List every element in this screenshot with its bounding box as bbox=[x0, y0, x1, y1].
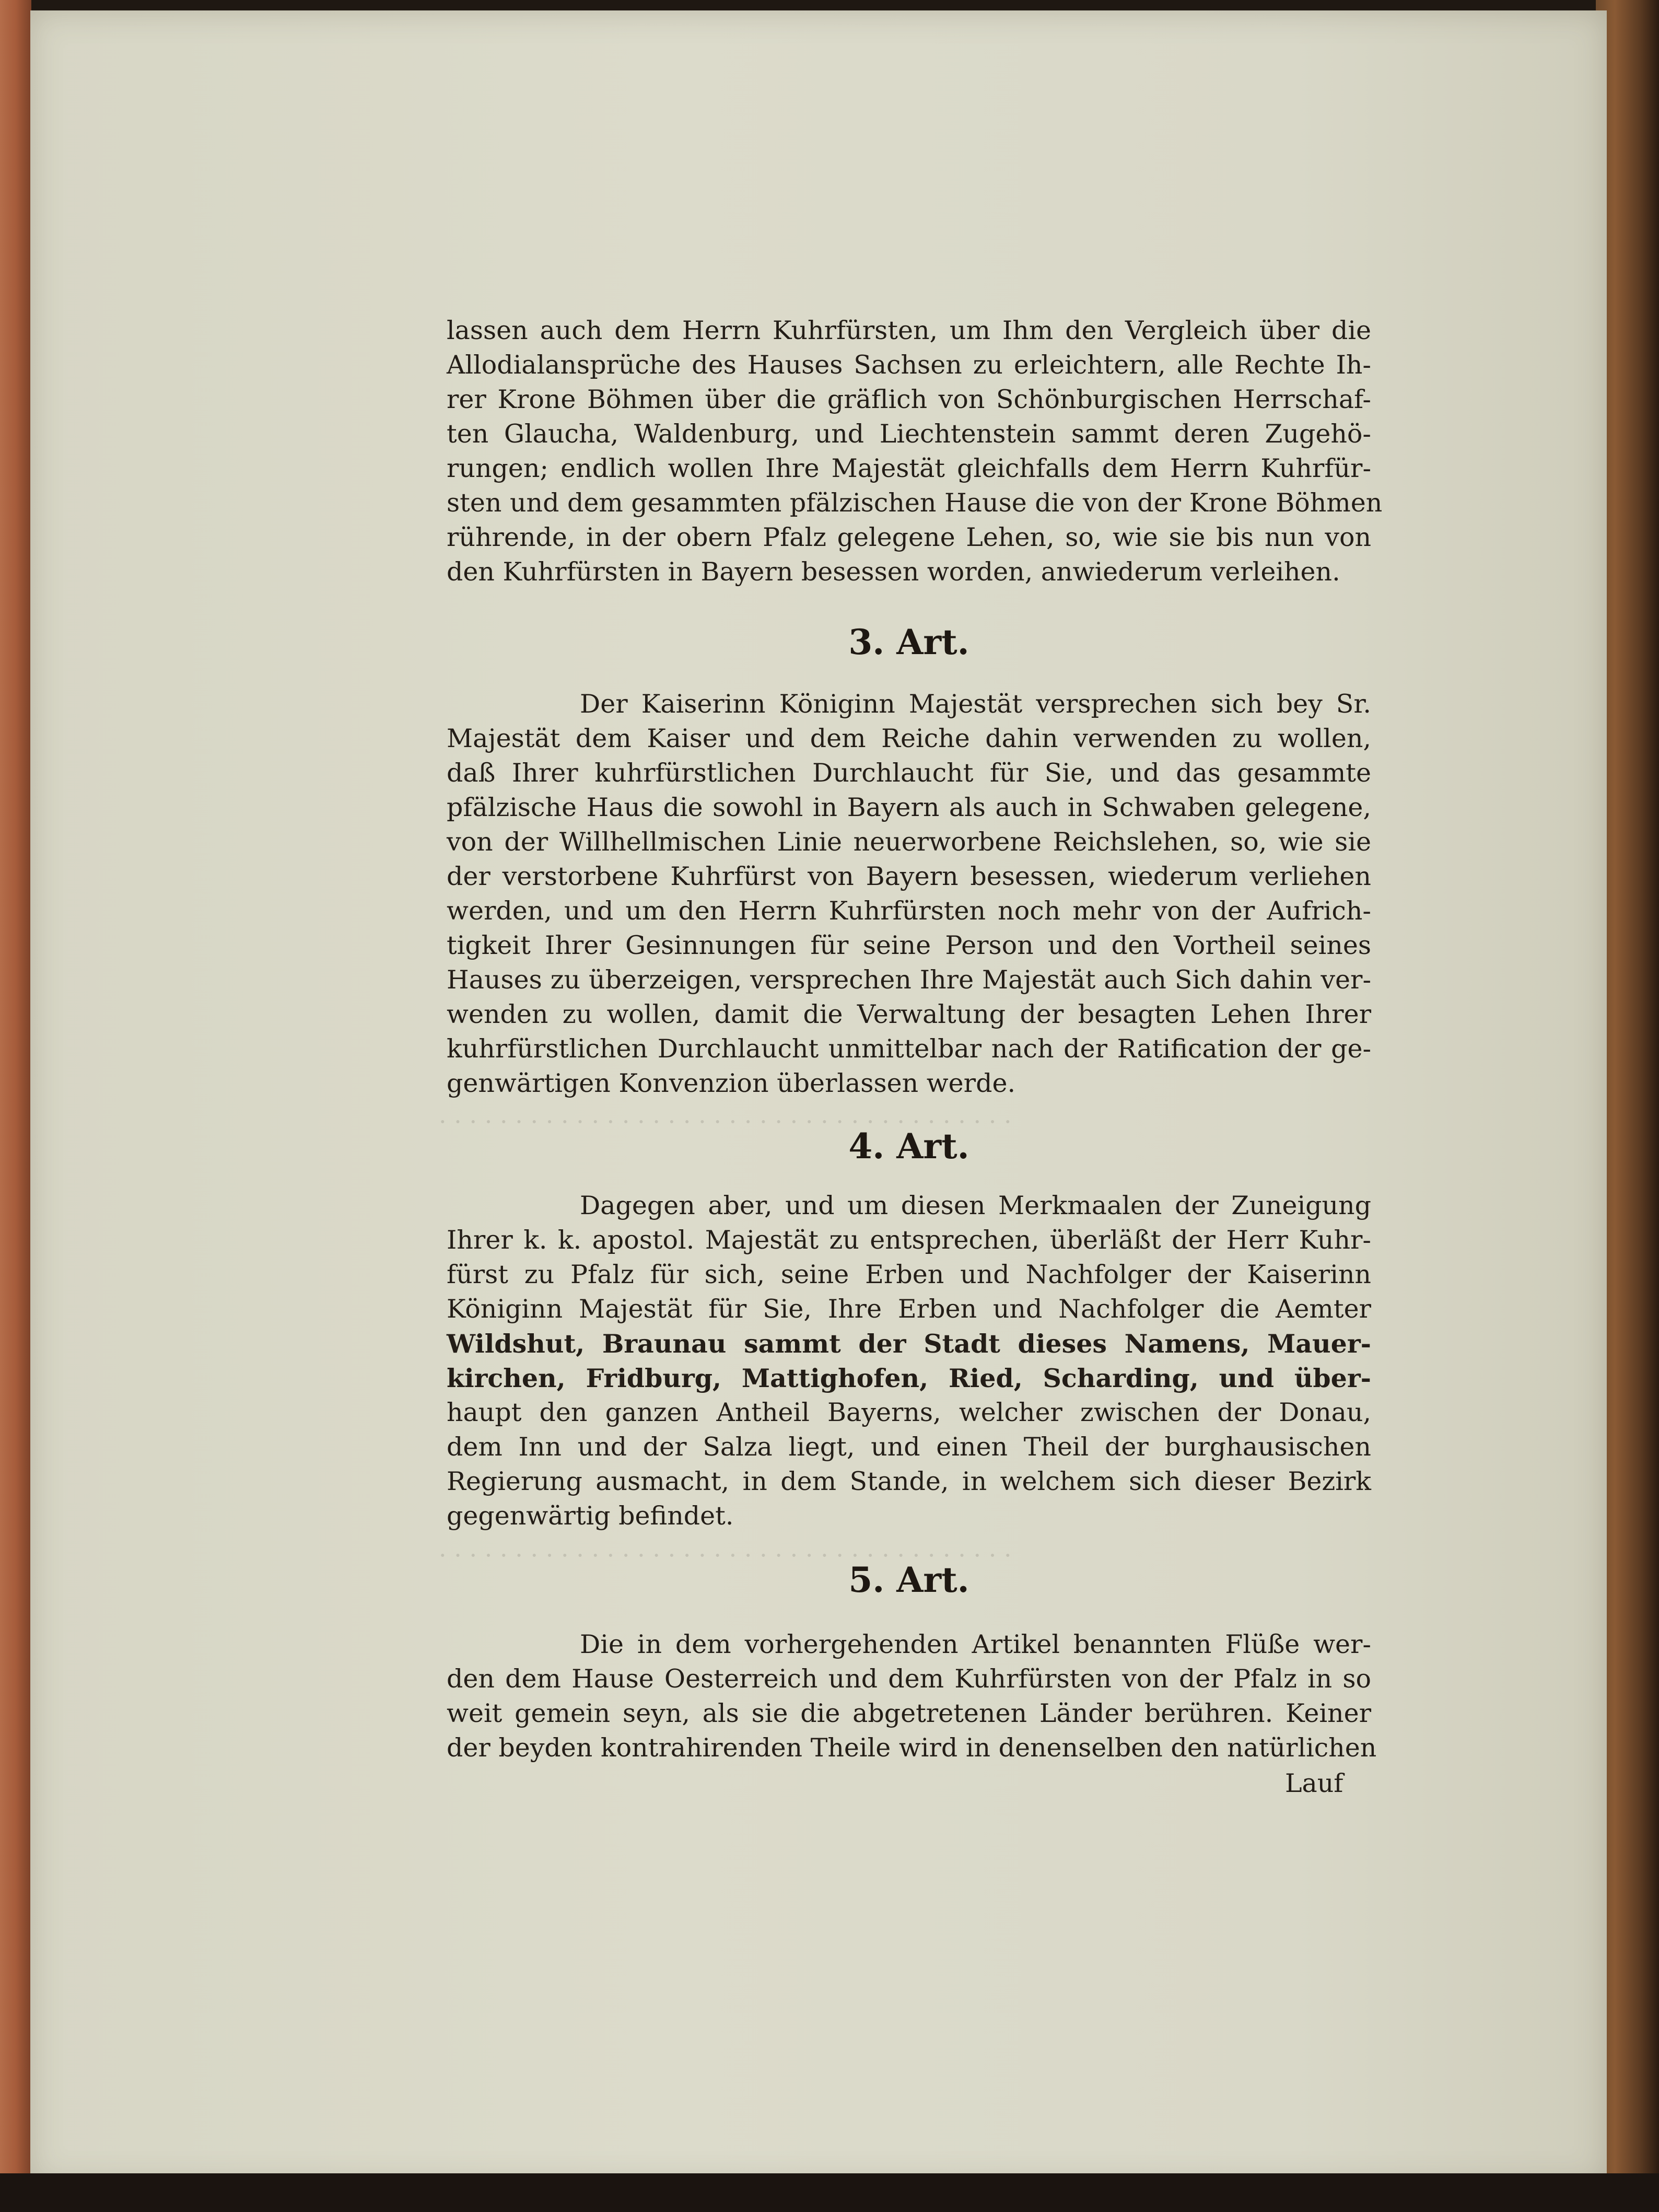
text-line: weit gemein seyn, als sie die abgetretenen Länder berühren. Keiner bbox=[447, 1698, 1371, 1728]
text-line: Der Kaiserinn Königinn Majestät versprechen sich bey Sr. bbox=[580, 689, 1371, 719]
article-3-body bbox=[447, 687, 1371, 1101]
text-line: Königinn Majestät für Sie, Ihre Erben und Nachfolger die Aemter bbox=[447, 1294, 1371, 1324]
page-bottom-edge bbox=[0, 2173, 1659, 2212]
text-line: Majestät dem Kaiser und dem Reiche dahin verwenden zu wollen, bbox=[447, 724, 1371, 753]
page-left-edge bbox=[0, 0, 31, 2212]
text-line: Die in dem vorhergehenden Artikel benannten Flüße wer- bbox=[580, 1629, 1371, 1659]
text-line: Regierung ausmacht, in dem Stande, in welchem sich dieser Bezirk bbox=[447, 1466, 1371, 1496]
text-line: genwärtigen Konvenzion überlassen werde. bbox=[447, 1068, 1016, 1098]
text-line: den dem Hause Oesterreich und dem Kuhrfürsten von der Pfalz in so bbox=[447, 1664, 1371, 1694]
text-line: fürst zu Pfalz für sich, seine Erben und Nachfolger der Kaiserinn bbox=[447, 1260, 1371, 1289]
text-line: dem Inn und der Salza liegt, und einen Theil der burghausischen bbox=[447, 1432, 1371, 1462]
text-line: der verstorbene Kuhrfürst von Bayern besessen, wiederum verliehen bbox=[447, 861, 1371, 891]
text-line: Wildshut, Braunau sammt der Stadt dieses Namens, Mauer- bbox=[447, 1329, 1371, 1359]
text-line: Ihrer k. k. apostol. Majestät zu entsprechen, überläßt der Herr Kuhr- bbox=[447, 1225, 1371, 1255]
paragraph-1 bbox=[447, 313, 1383, 589]
text-line: ten Glaucha, Waldenburg, und Liechtenstein sammt deren Zugehö- bbox=[447, 419, 1371, 449]
show-through-text: · · · · · · · · · · · · · · · · · · · · · · · · · · · · · · · · · · · · · · bbox=[439, 1541, 1012, 1569]
article-4-body bbox=[447, 1189, 1371, 1533]
text-line: rungen; endlich wollen Ihre Majestät gleichfalls dem Herrn Kuhrfür- bbox=[447, 453, 1371, 483]
text-line: pfälzische Haus die sowohl in Bayern als auch in Schwaben gelegene, bbox=[447, 793, 1371, 822]
text-line: lassen auch dem Herrn Kuhrfürsten, um Ihm den Vergleich über die bbox=[447, 316, 1371, 345]
article-5-heading: 5. Art. bbox=[848, 1559, 969, 1600]
text-line: rührende, in der obern Pfalz gelegene Lehen, so, wie sie bis nun von bbox=[447, 522, 1371, 552]
article-3-heading: 3. Art. bbox=[848, 622, 969, 662]
text-line: Hauses zu überzeigen, versprechen Ihre Majestät auch Sich dahin ver- bbox=[447, 965, 1371, 995]
text-line: Dagegen aber, und um diesen Merkmaalen der Zuneigung bbox=[580, 1191, 1371, 1220]
text-line: gegenwärtig befindet. bbox=[447, 1501, 734, 1531]
text-line: tigkeit Ihrer Gesinnungen für seine Person und den Vortheil seines bbox=[447, 930, 1371, 960]
text-line: daß Ihrer kuhrfürstlichen Durchlaucht für Sie, und das gesammte bbox=[447, 758, 1371, 788]
text-line: kuhrfürstlichen Durchlaucht unmittelbar nach der Ratification der ge- bbox=[447, 1034, 1371, 1064]
text-line: rer Krone Böhmen über die gräflich von Schönburgischen Herrschaf- bbox=[447, 385, 1371, 414]
text-line: haupt den ganzen Antheil Bayerns, welcher zwischen der Donau, bbox=[447, 1398, 1371, 1427]
text-line: von der Willhellmischen Linie neuerworbene Reichslehen, so, wie sie bbox=[447, 827, 1371, 857]
text-line: werden, und um den Herrn Kuhrfürsten noch mehr von der Aufrich- bbox=[447, 896, 1371, 926]
article-5-body bbox=[447, 1627, 1377, 1765]
text-line: wenden zu wollen, damit die Verwaltung der besagten Lehen Ihrer bbox=[447, 999, 1371, 1029]
catchword: Lauf bbox=[1285, 1768, 1343, 1798]
text-line: sten und dem gesammten pfälzischen Hause die von der Krone Böhmen bbox=[447, 488, 1383, 518]
text-line: den Kuhrfürsten in Bayern besessen worden, anwiederum verleihen. bbox=[447, 557, 1340, 587]
text-line: der beyden kontrahirenden Theile wird in denenselben den natürlichen bbox=[447, 1733, 1377, 1763]
text-line: kirchen, Fridburg, Mattighofen, Ried, Scharding, und über- bbox=[447, 1363, 1371, 1393]
article-4-heading: 4. Art. bbox=[848, 1126, 969, 1167]
show-through-text: · · · · · · · · · · · · · · · · · · · · · · · · · · · · · · · · · · · · · · bbox=[439, 1108, 1012, 1136]
text-line: Allodialansprüche des Hauses Sachsen zu erleichtern, alle Rechte Ih- bbox=[447, 350, 1371, 380]
